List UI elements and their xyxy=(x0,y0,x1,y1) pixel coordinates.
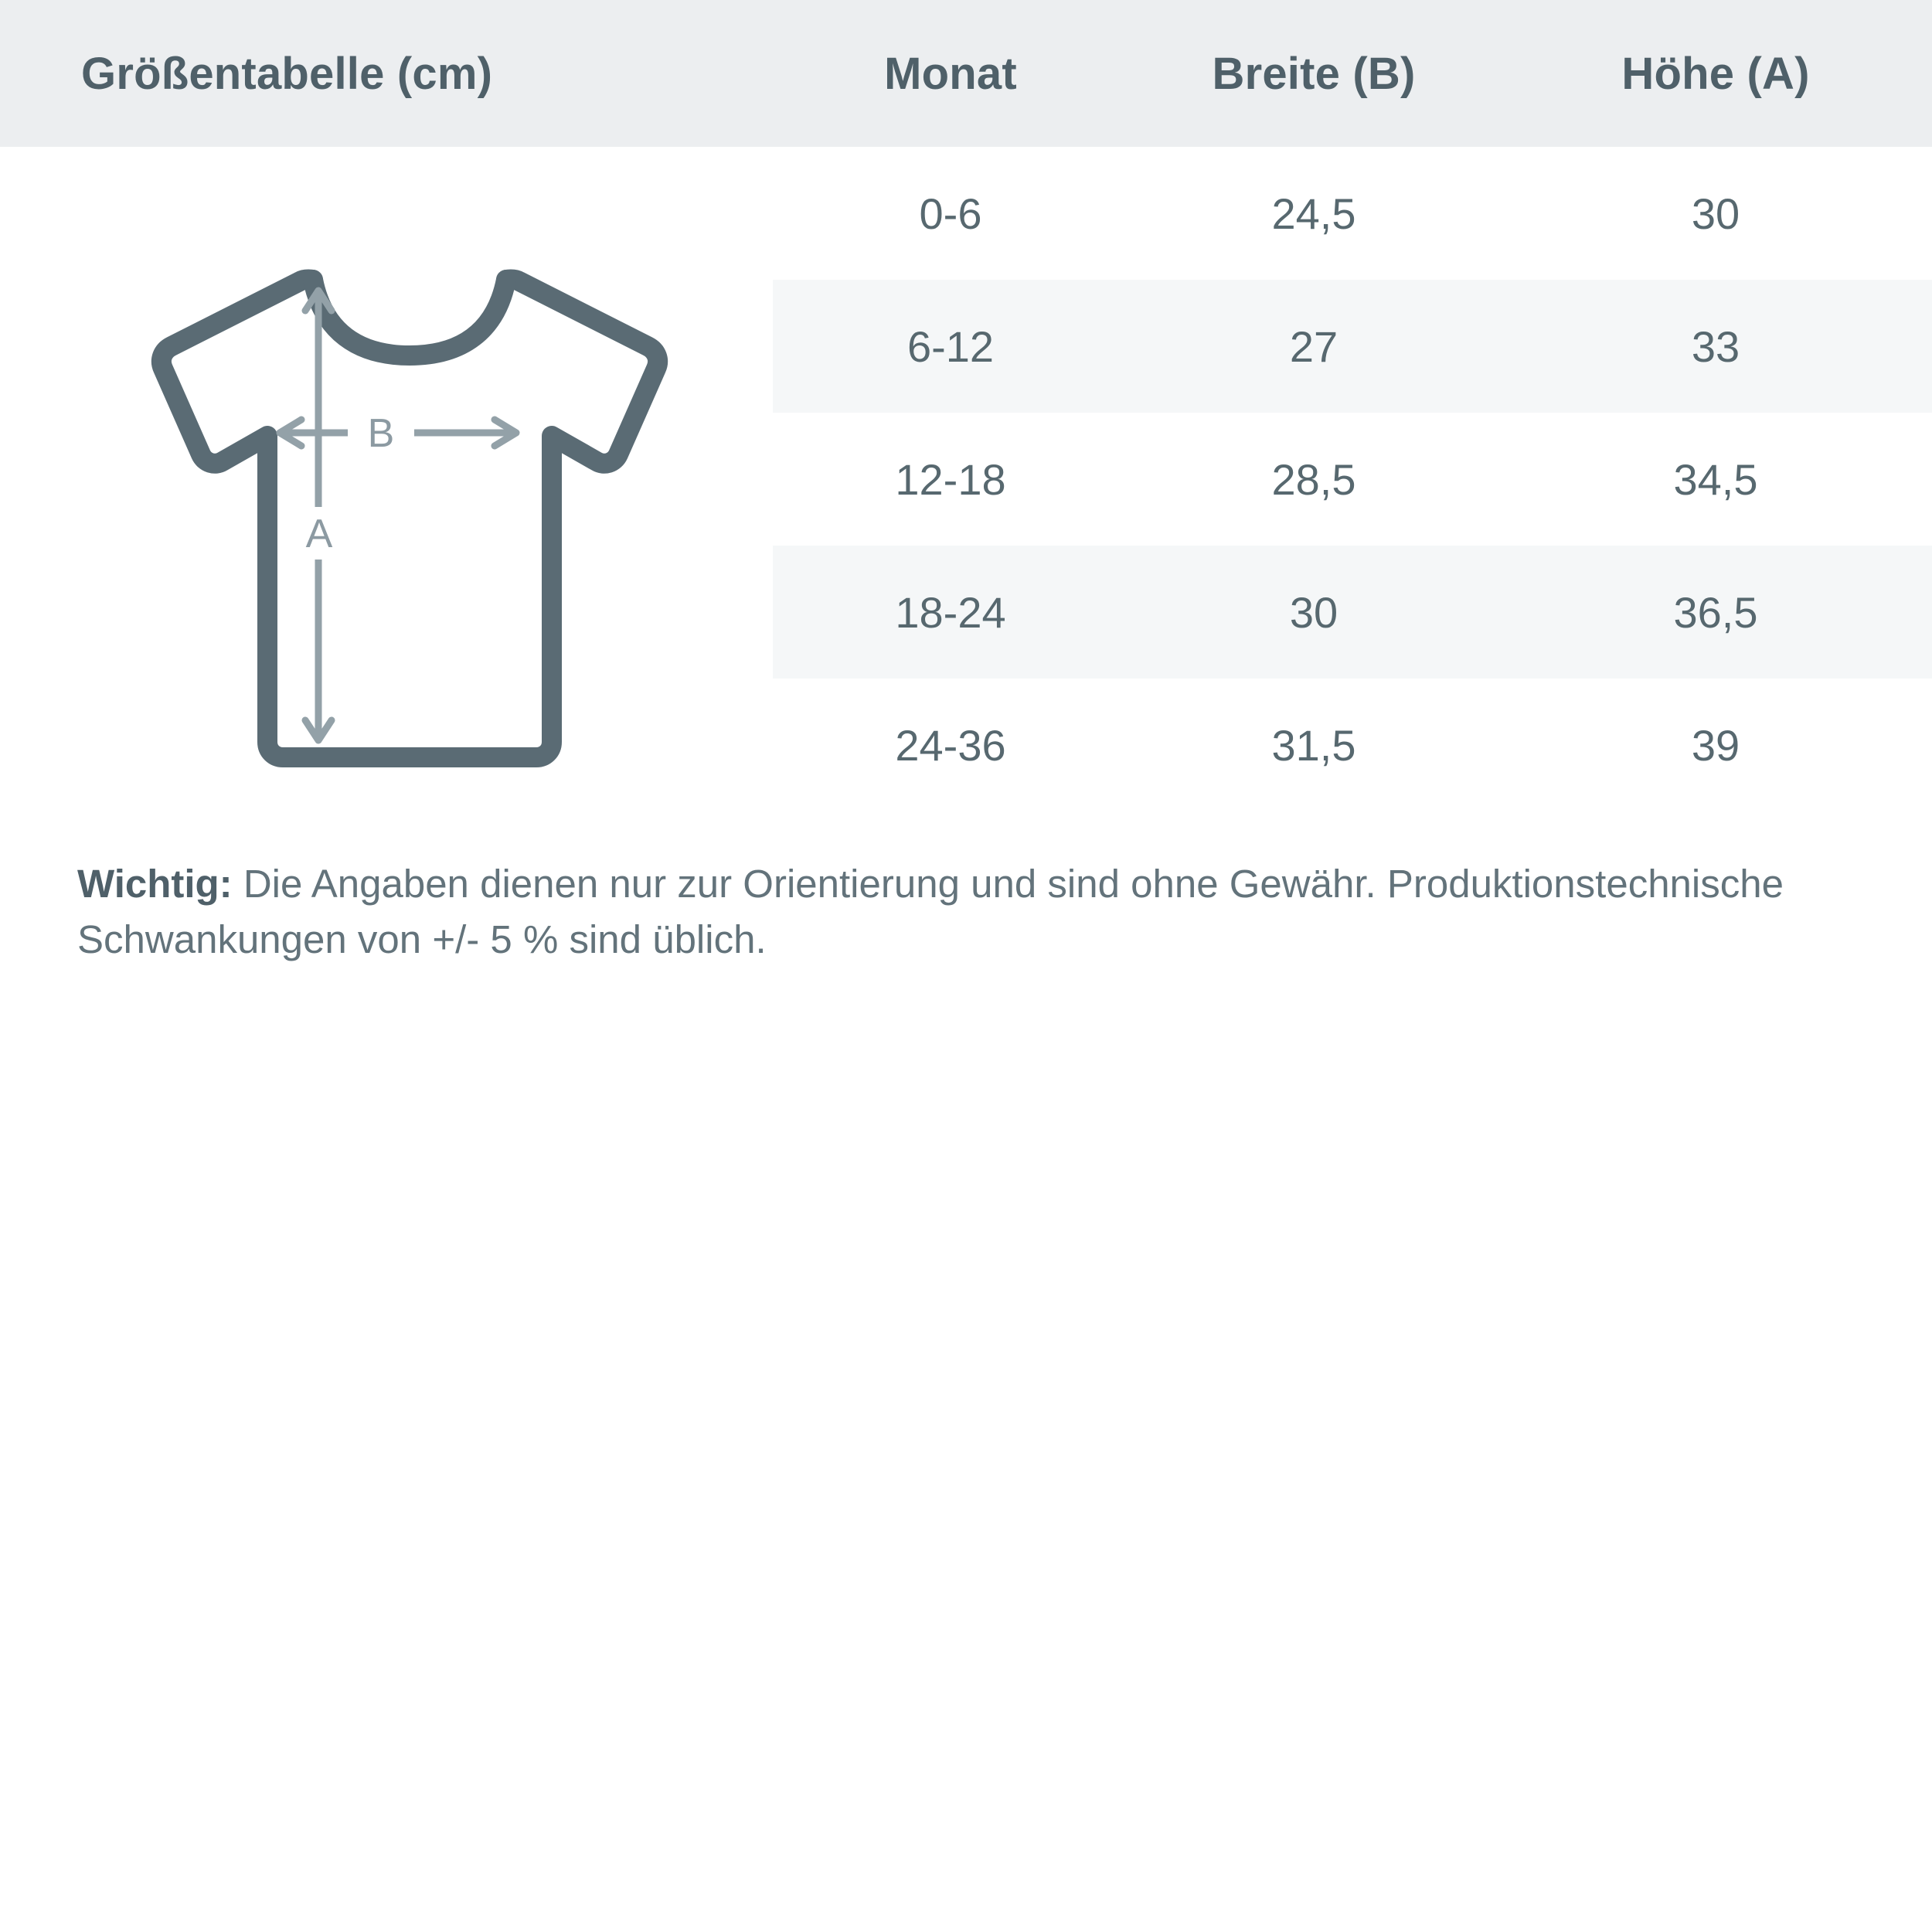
cell-height: 30 xyxy=(1499,147,1932,280)
disclaimer-text: Die Angaben dienen nur zur Orientierung und sind ohne Gewähr. Produktionstechnische Schwankungen von +/- 5 % sind üblich. xyxy=(77,862,1784,962)
cell-month: 0-6 xyxy=(773,147,1128,280)
tshirt-collar-path xyxy=(313,280,506,355)
cell-width: 28,5 xyxy=(1128,413,1499,546)
cell-month: 6-12 xyxy=(773,280,1128,413)
cell-height: 33 xyxy=(1499,280,1932,413)
width-label: B xyxy=(367,411,395,456)
table-head xyxy=(0,0,1932,147)
tshirt-measurement-diagram xyxy=(116,247,703,788)
tshirt-icon xyxy=(116,247,703,788)
cell-height: 34,5 xyxy=(1499,413,1932,546)
cell-month: 18-24 xyxy=(773,546,1128,679)
column-header-month: Monat xyxy=(884,48,1017,99)
height-label: A xyxy=(305,512,333,556)
page-title: Größentabelle (cm) xyxy=(81,48,493,99)
cell-width: 24,5 xyxy=(1128,147,1499,280)
disclaimer-label: Wichtig: xyxy=(77,862,233,906)
disclaimer-note xyxy=(77,856,1878,968)
cell-month: 12-18 xyxy=(773,413,1128,546)
cell-height: 39 xyxy=(1499,679,1932,811)
cell-month: 24-36 xyxy=(773,679,1128,811)
cell-height: 36,5 xyxy=(1499,546,1932,679)
cell-width: 27 xyxy=(1128,280,1499,413)
column-header-width: Breite (B) xyxy=(1212,48,1416,99)
column-header-height: Höhe (A) xyxy=(1621,48,1810,99)
cell-width: 30 xyxy=(1128,546,1499,679)
cell-width: 31,5 xyxy=(1128,679,1499,811)
table-header-row xyxy=(0,0,1932,147)
